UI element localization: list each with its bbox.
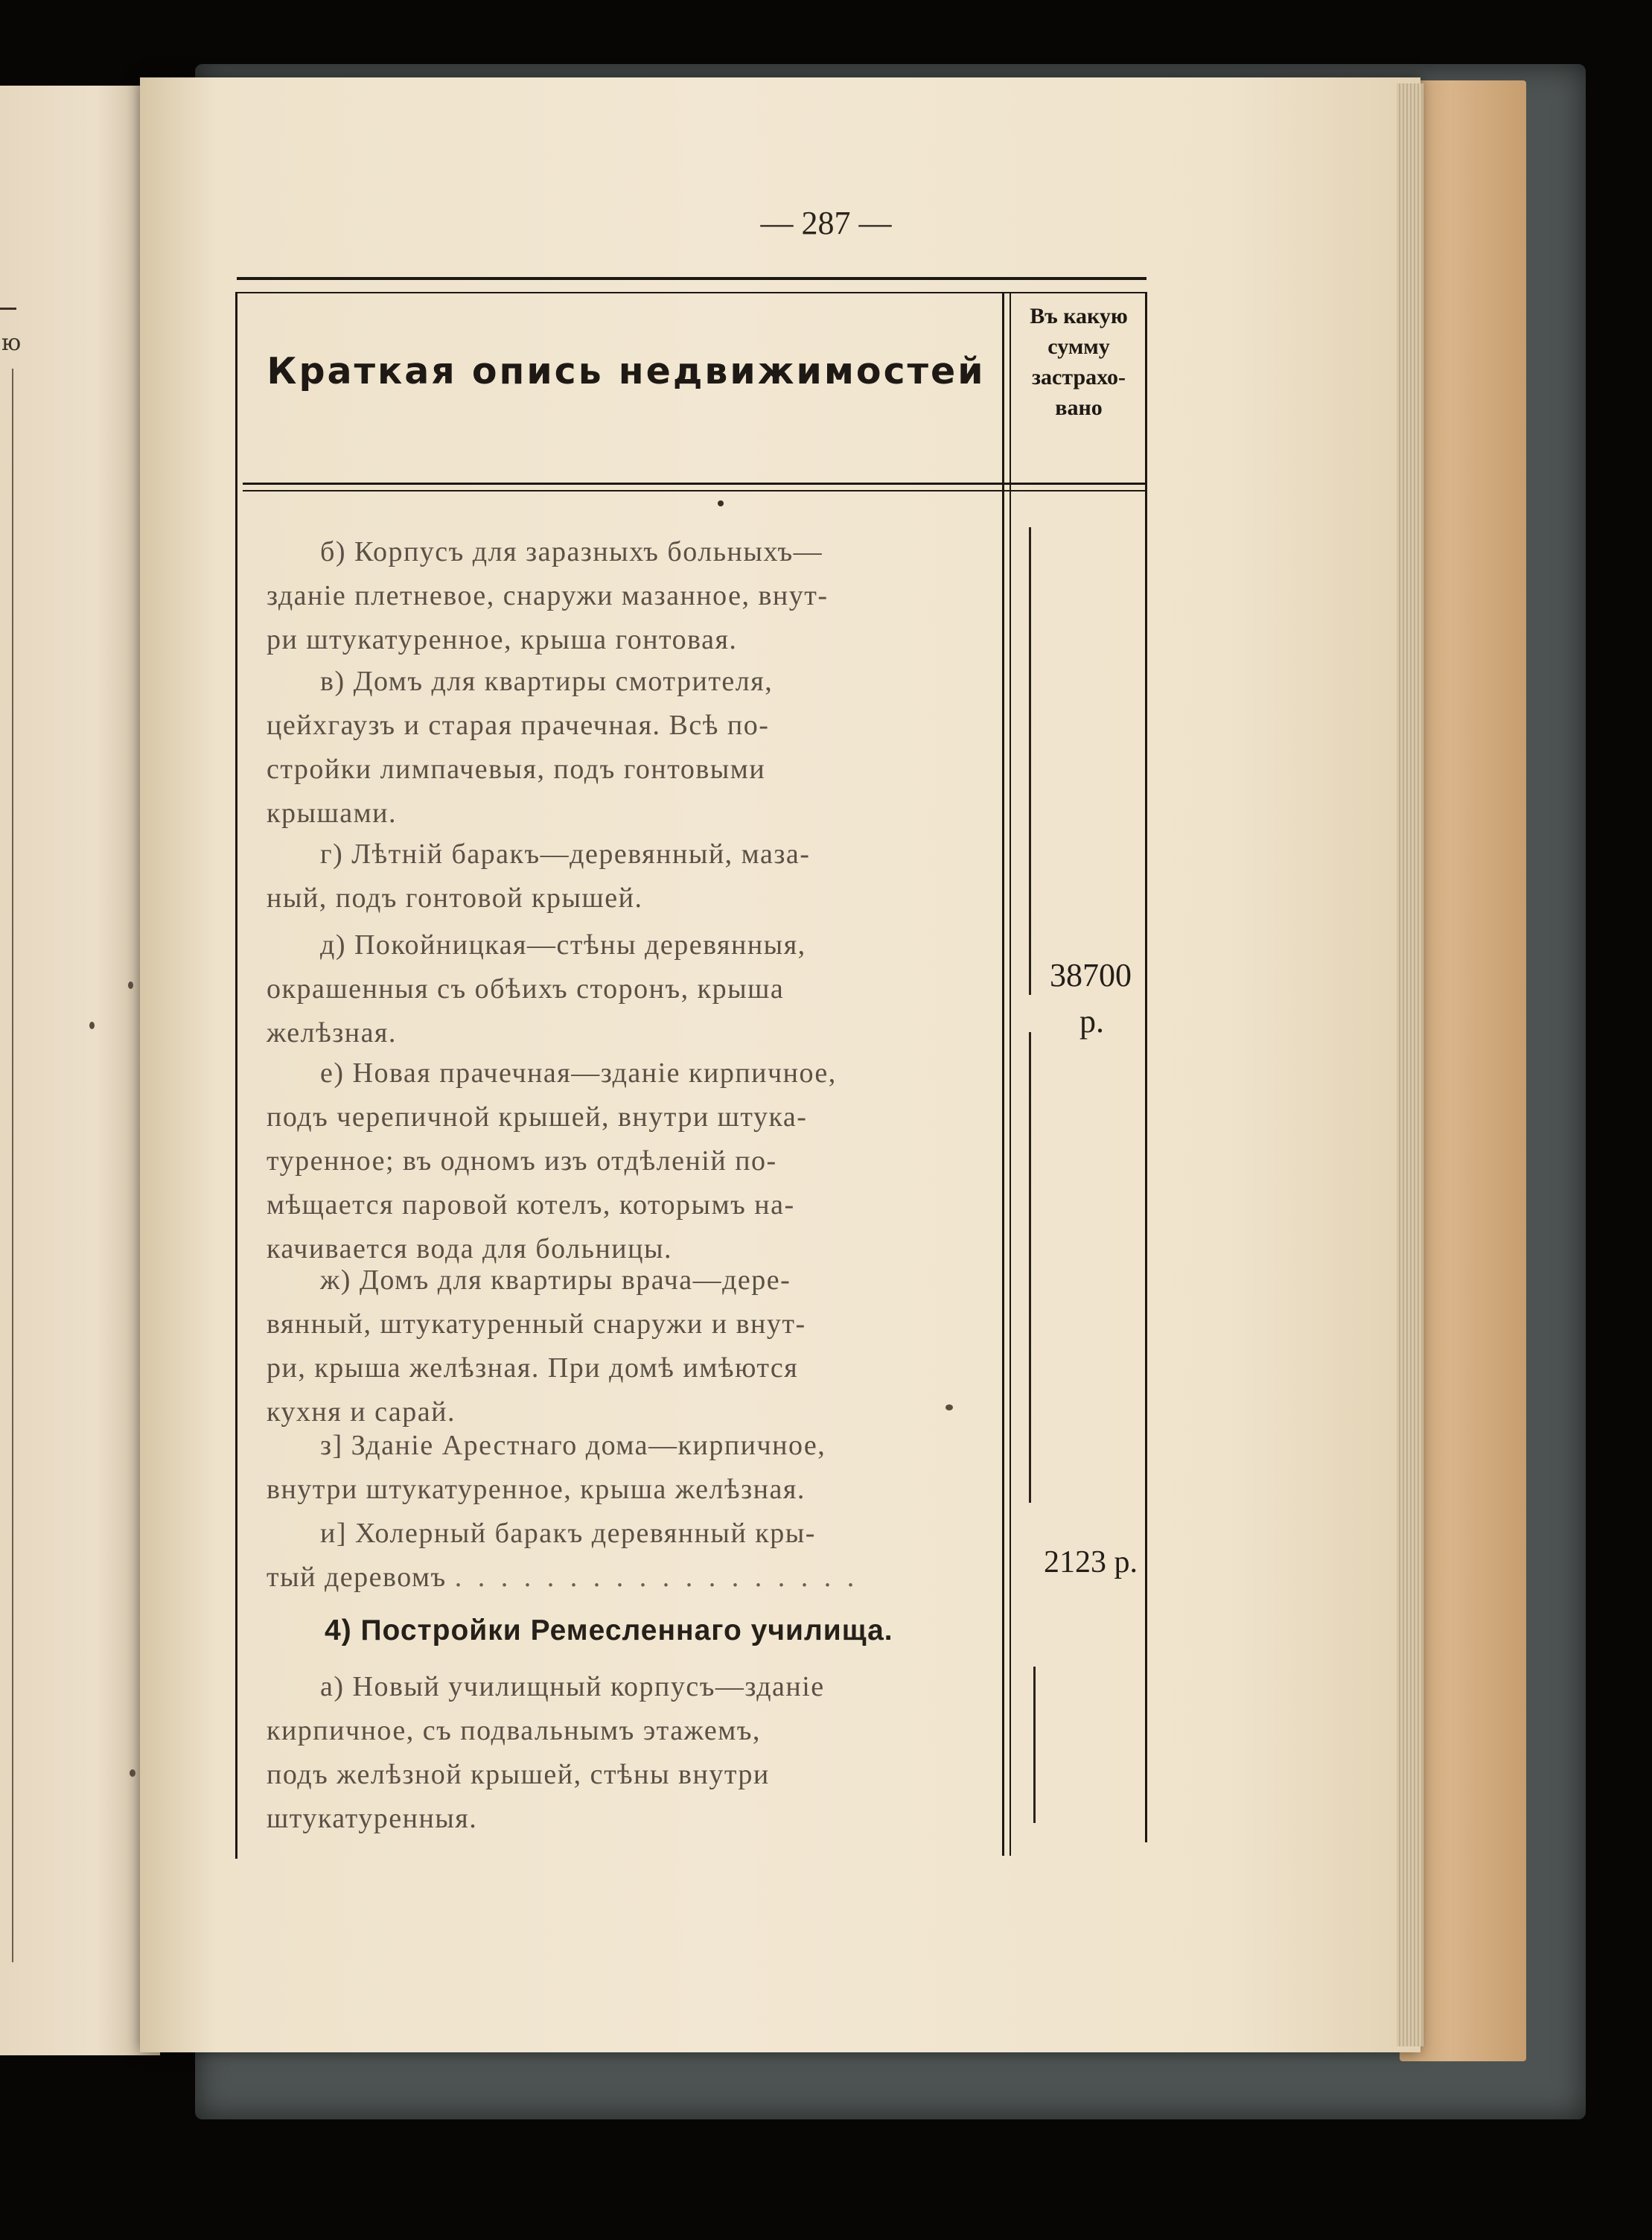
table-left-border — [235, 292, 237, 1859]
entry-v — [267, 660, 998, 836]
table-top-rule — [237, 277, 1146, 280]
amount-brace-lower — [1029, 1032, 1031, 1503]
header-amount-line: Въ какую — [1030, 304, 1128, 328]
printer-dot — [718, 500, 724, 506]
entry-line: ж) Домъ для квартиры врача—дере- — [320, 1264, 791, 1296]
entry-z — [267, 1424, 998, 1512]
header-amount-line: вано — [1055, 395, 1103, 420]
amount-group-total-unit: р. — [1079, 1003, 1104, 1040]
entry-line: крышами. — [267, 798, 398, 829]
entry-line: зданіе плетневое, снаружи мазанное, внут- — [267, 580, 829, 611]
entry-line: туренное; въ одномъ изъ отдѣленій по- — [267, 1145, 777, 1177]
paper-speck — [130, 1769, 135, 1777]
paper-speck — [89, 1022, 95, 1029]
section-heading: 4) Постройки Ремесленнаго училища. — [325, 1614, 893, 1646]
entry-line: цейхгаузъ и старая прачечная. Всѣ по- — [267, 710, 770, 741]
entry-line: тый деревомъ — [267, 1562, 447, 1593]
page-number: — 287 — — [760, 205, 892, 241]
amount-brace-upper — [1029, 527, 1031, 995]
entry-line: г) Лѣтній баракъ—деревянный, маза- — [320, 839, 811, 870]
entry-g — [267, 833, 998, 920]
left-page-rule — [0, 308, 16, 310]
table-header-title: Краткая опись недвижимостей — [267, 350, 986, 392]
table-right-border — [1145, 292, 1147, 1842]
column-divider-double — [1010, 292, 1011, 1856]
entry-zh — [267, 1259, 998, 1434]
entry-line: штукатуренныя. — [267, 1803, 478, 1834]
dot-leaders: . . . . . . . . . . . . . . . . . . — [454, 1562, 859, 1593]
entry-line: в) Домъ для квартиры смотрителя, — [320, 666, 774, 697]
left-facing-page — [0, 86, 160, 2055]
table-header-amount — [1010, 301, 1148, 423]
entry-line: подъ желѣзной крышей, стѣны внутри — [267, 1759, 770, 1790]
entry-line: ный, подъ гонтовой крышей. — [267, 882, 643, 914]
entry-i — [267, 1512, 998, 1600]
entry-line: а) Новый училищный корпусъ—зданіе — [320, 1671, 825, 1702]
amount-cholera-barrack: 2123 р. — [1044, 1545, 1138, 1579]
amount-brace-section — [1033, 1667, 1036, 1823]
entry-section-a — [267, 1665, 998, 1841]
left-page-fragment: ю — [1, 330, 22, 356]
amount-group-total: 38700 — [1050, 957, 1132, 993]
header-amount-line: застрахо- — [1031, 365, 1126, 389]
left-page-column-line — [12, 369, 13, 1962]
paper-speck — [945, 1404, 953, 1410]
entry-line: подъ черепичной крышей, внутри штука- — [267, 1101, 808, 1133]
entry-line: желѣзная. — [267, 1017, 397, 1049]
entry-line-with-leaders — [267, 1556, 998, 1600]
entry-line: д) Покойницкая—стѣны деревянныя, — [320, 929, 806, 961]
entry-line: ри штукатуренное, крыша гонтовая. — [267, 624, 738, 655]
entry-line: мѣщается паровой котелъ, которымъ на- — [267, 1189, 795, 1221]
entry-line: кухня и сарай. — [267, 1396, 456, 1428]
entry-line: е) Новая прачечная—зданіе кирпичное, — [320, 1057, 837, 1089]
entry-d — [267, 923, 998, 1055]
entry-line: и] Холерный баракъ деревянный кры- — [320, 1518, 816, 1549]
entry-line: ри, крыша желѣзная. При домѣ имѣются — [267, 1352, 799, 1384]
paper-speck — [128, 981, 133, 989]
entry-line: внутри штукатуренное, крыша желѣзная. — [267, 1474, 806, 1505]
entry-line: стройки лимпачевыя, подъ гонтовыми — [267, 754, 766, 785]
entry-line: окрашенныя съ обѣихъ сторонъ, крыша — [267, 973, 785, 1005]
header-amount-line: сумму — [1047, 334, 1110, 359]
entry-b — [267, 530, 998, 662]
entry-e — [267, 1051, 998, 1271]
entry-line: качивается вода для больницы. — [267, 1233, 672, 1264]
entry-line: вянный, штукатуренный снаружи и внут- — [267, 1308, 806, 1340]
column-divider — [1002, 292, 1004, 1856]
entry-line: б) Корпусъ для заразныхъ больныхъ— — [320, 536, 823, 567]
entry-line: з] Зданіе Арестнаго дома—кирпичное, — [320, 1430, 826, 1461]
page-edge-stack — [1397, 83, 1423, 2046]
entry-line: кирпичное, съ подвальнымъ этажемъ, — [267, 1715, 761, 1746]
